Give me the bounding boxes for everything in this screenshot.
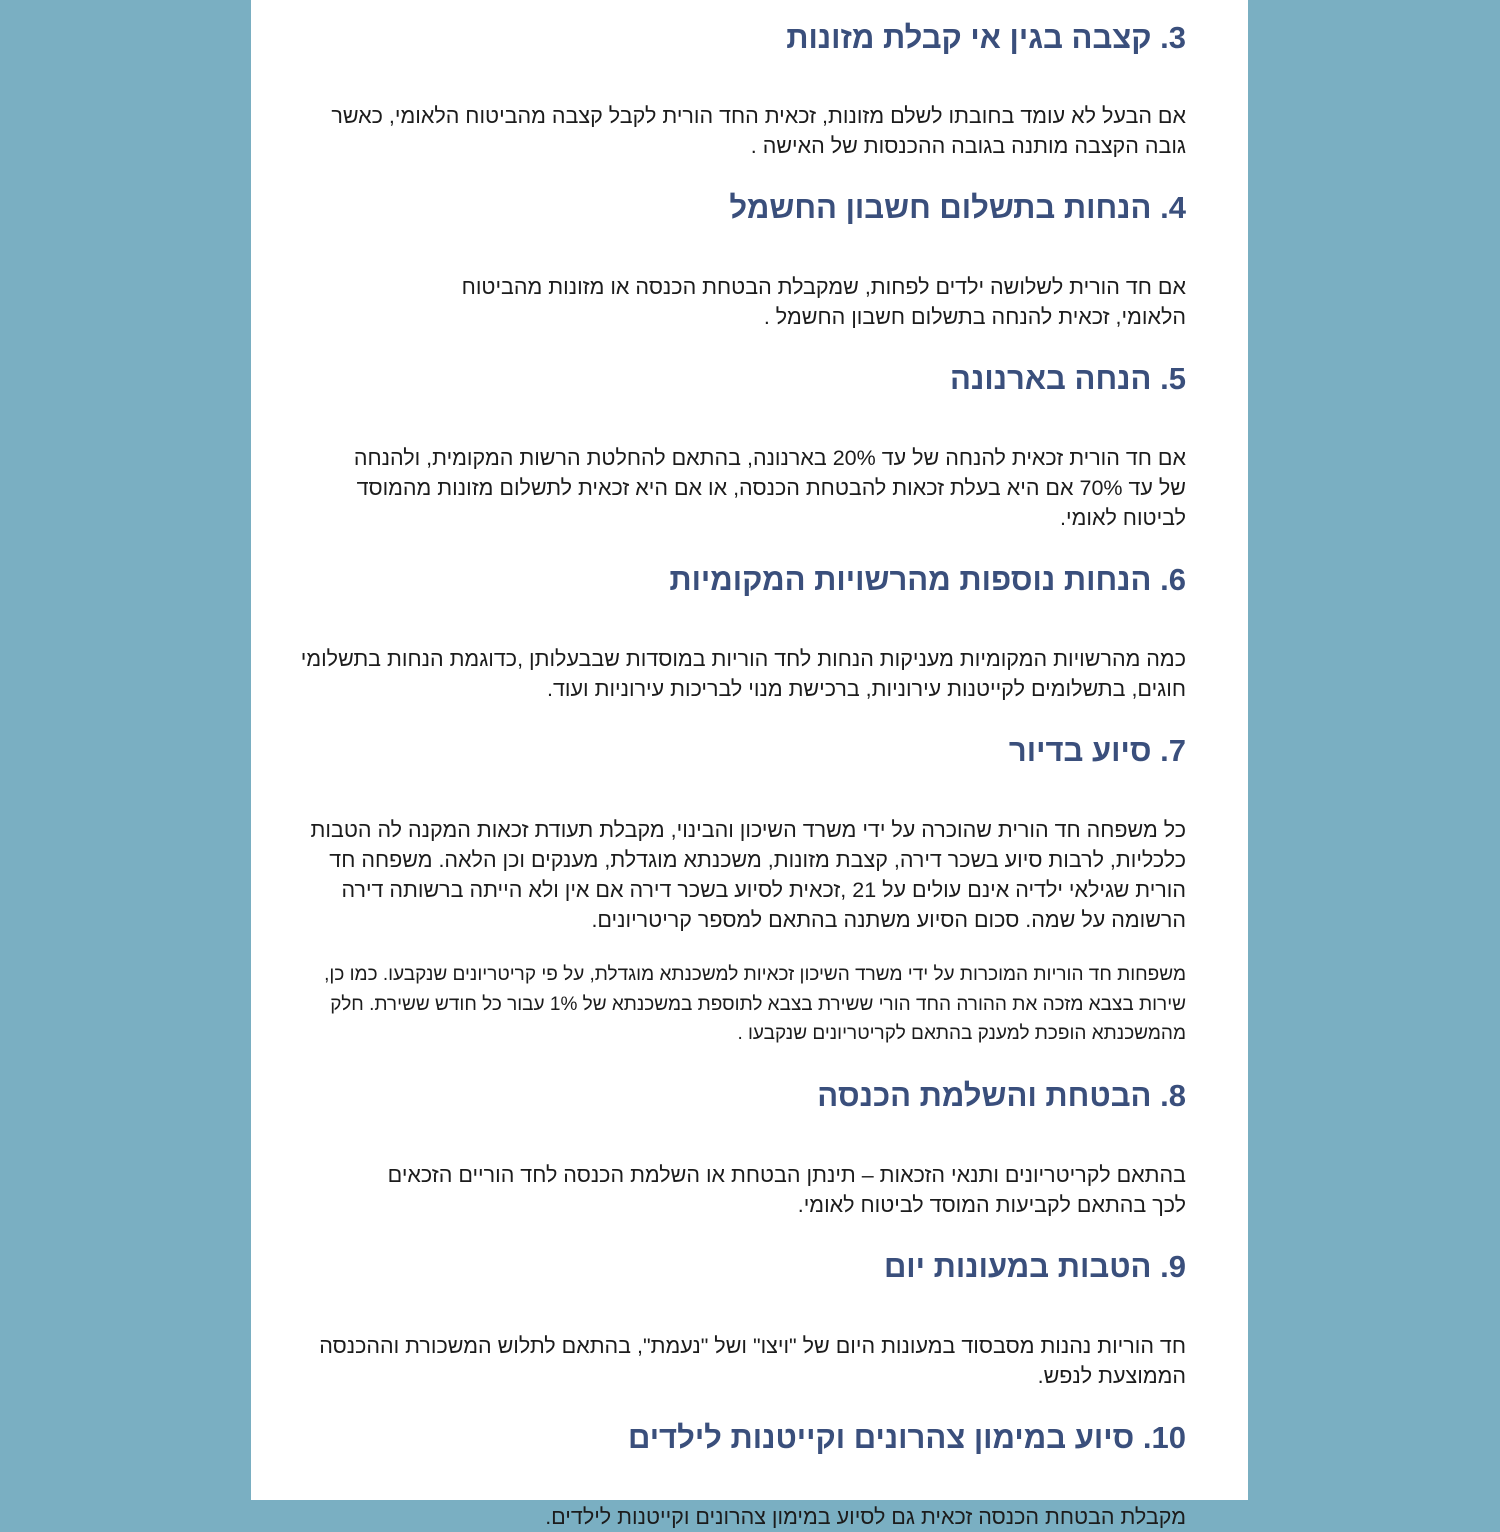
section-paragraph: בהתאם לקריטריונים ותנאי הזכאות – תינתן הבטחת או השלמת הכנסה לחד הוריים הזכאים לכך בהתאם לקביעות המוסד לביטוח לאומי. <box>387 1162 1186 1217</box>
section-title: סיוע בדיור <box>1008 733 1152 768</box>
section-number: 3. <box>1160 20 1186 55</box>
section-paragraph: כמה מהרשויות המקומיות מעניקות הנחות לחד הוריות במוסדות שבבעלותן ,כדוגמת הנחות בתשלומי חוגים, בתשלומים לקייטנות עירוניות, ברכישת מנוי לבריכות עירוניות ועוד. <box>300 647 1186 701</box>
section-number: 5. <box>1160 361 1186 396</box>
section-heading <box>291 1247 1186 1287</box>
section-heading <box>291 188 1186 228</box>
section-number: 6. <box>1160 562 1186 597</box>
section-paragraph: חד הוריות נהנות מסבסוד במעונות היום של "ויצו" ושל "נעמת", בהתאם לתלוש המשכורת וההכנסה הממוצעת לנפש. <box>319 1333 1186 1388</box>
section-number: 8. <box>1160 1077 1186 1113</box>
document-content <box>291 0 1186 1532</box>
section-heading <box>291 359 1186 399</box>
section-heading <box>291 731 1186 771</box>
section-paragraph: אם הבעל לא עומד בחובתו לשלם מזונות, זכאית החד הורית לקבל קצבה מהביטוח הלאומי, כאשר גובה הקצבה מותנה בגובה ההכנסות של האישה . <box>331 104 1186 158</box>
section-heading <box>291 560 1186 600</box>
section-10 <box>291 1391 1186 1532</box>
section-4 <box>291 161 1186 332</box>
section-number: 7. <box>1160 733 1186 768</box>
section-number: 10. <box>1142 1419 1186 1455</box>
section-title: הנחה בארנונה <box>950 361 1152 396</box>
section-title: סיוע במימון צהרונים וקייטנות לילדים <box>627 1419 1135 1455</box>
section-number: 4. <box>1160 190 1186 225</box>
section-title: הנחות בתשלום חשבון החשמל <box>729 190 1152 225</box>
section-paragraph: אם חד הורית לשלושה ילדים לפחות, שמקבלת הבטחת הכנסה או מזונות מהביטוח הלאומי, זכאית להנחה בתשלום חשבון החשמל . <box>461 275 1186 329</box>
section-6 <box>291 533 1186 704</box>
section-5 <box>291 332 1186 533</box>
section-title: הבטחת והשלמת הכנסה <box>817 1077 1152 1113</box>
section-7 <box>291 704 1186 1049</box>
section-9 <box>291 1220 1186 1391</box>
section-heading <box>291 1076 1186 1116</box>
section-paragraph: כל משפחה חד הורית שהוכרה על ידי משרד השיכון והבינוי, מקבלת תעודת זכאות המקנה לה הטבות כלכליות, לרבות סיוע בשכר דירה, קצבת מזונות, משכנתא מוגדלת, מענקים וכן הלאה. משפחה חד הורית שגילאי ילדיה אינם עולים על 21 ,זכאית לסיוע בשכר דירה אם אין ולא הייתה ברשותה דירה הרשומה על שמה. סכום הסיוע משתנה בהתאם למספר קריטריונים. <box>310 818 1186 932</box>
section-paragraph: משפחות חד הוריות המוכרות על ידי משרד השיכון זכאיות למשכנתא מוגדלת, על פי קריטריונים שנקבעו. כמו כן, שירות בצבא מזכה את ההורה החד הורי ששירת בצבא לתוספת במשכנתא של 1% עבור כל חודש ששירת. חלק מהמשכנתא הופכת למענק בהתאם לקריטריונים שנקבעו . <box>324 964 1186 1044</box>
section-heading <box>291 18 1186 58</box>
section-3 <box>291 0 1186 161</box>
section-number: 9. <box>1160 1248 1186 1284</box>
section-title: קצבה בגין אי קבלת מזונות <box>786 20 1152 55</box>
section-paragraph: אם חד הורית זכאית להנחה של עד 20% בארנונה, בהתאם להחלטת הרשות המקומית, ולהנחה של עד 70% אם היא בעלת זכאות להבטחת הכנסה, או אם היא זכאית לתשלום מזונות מהמוסד לביטוח לאומי. <box>353 446 1186 530</box>
section-8 <box>291 1049 1186 1220</box>
section-title: הטבות במעונות יום <box>883 1248 1152 1284</box>
section-paragraph: מקבלת הבטחת הכנסה זכאית גם לסיוע במימון צהרונים וקייטנות לילדים. <box>545 1504 1186 1529</box>
section-heading <box>291 1418 1186 1458</box>
section-title: הנחות נוספות מהרשויות המקומיות <box>669 562 1152 597</box>
document-page <box>251 0 1248 1529</box>
